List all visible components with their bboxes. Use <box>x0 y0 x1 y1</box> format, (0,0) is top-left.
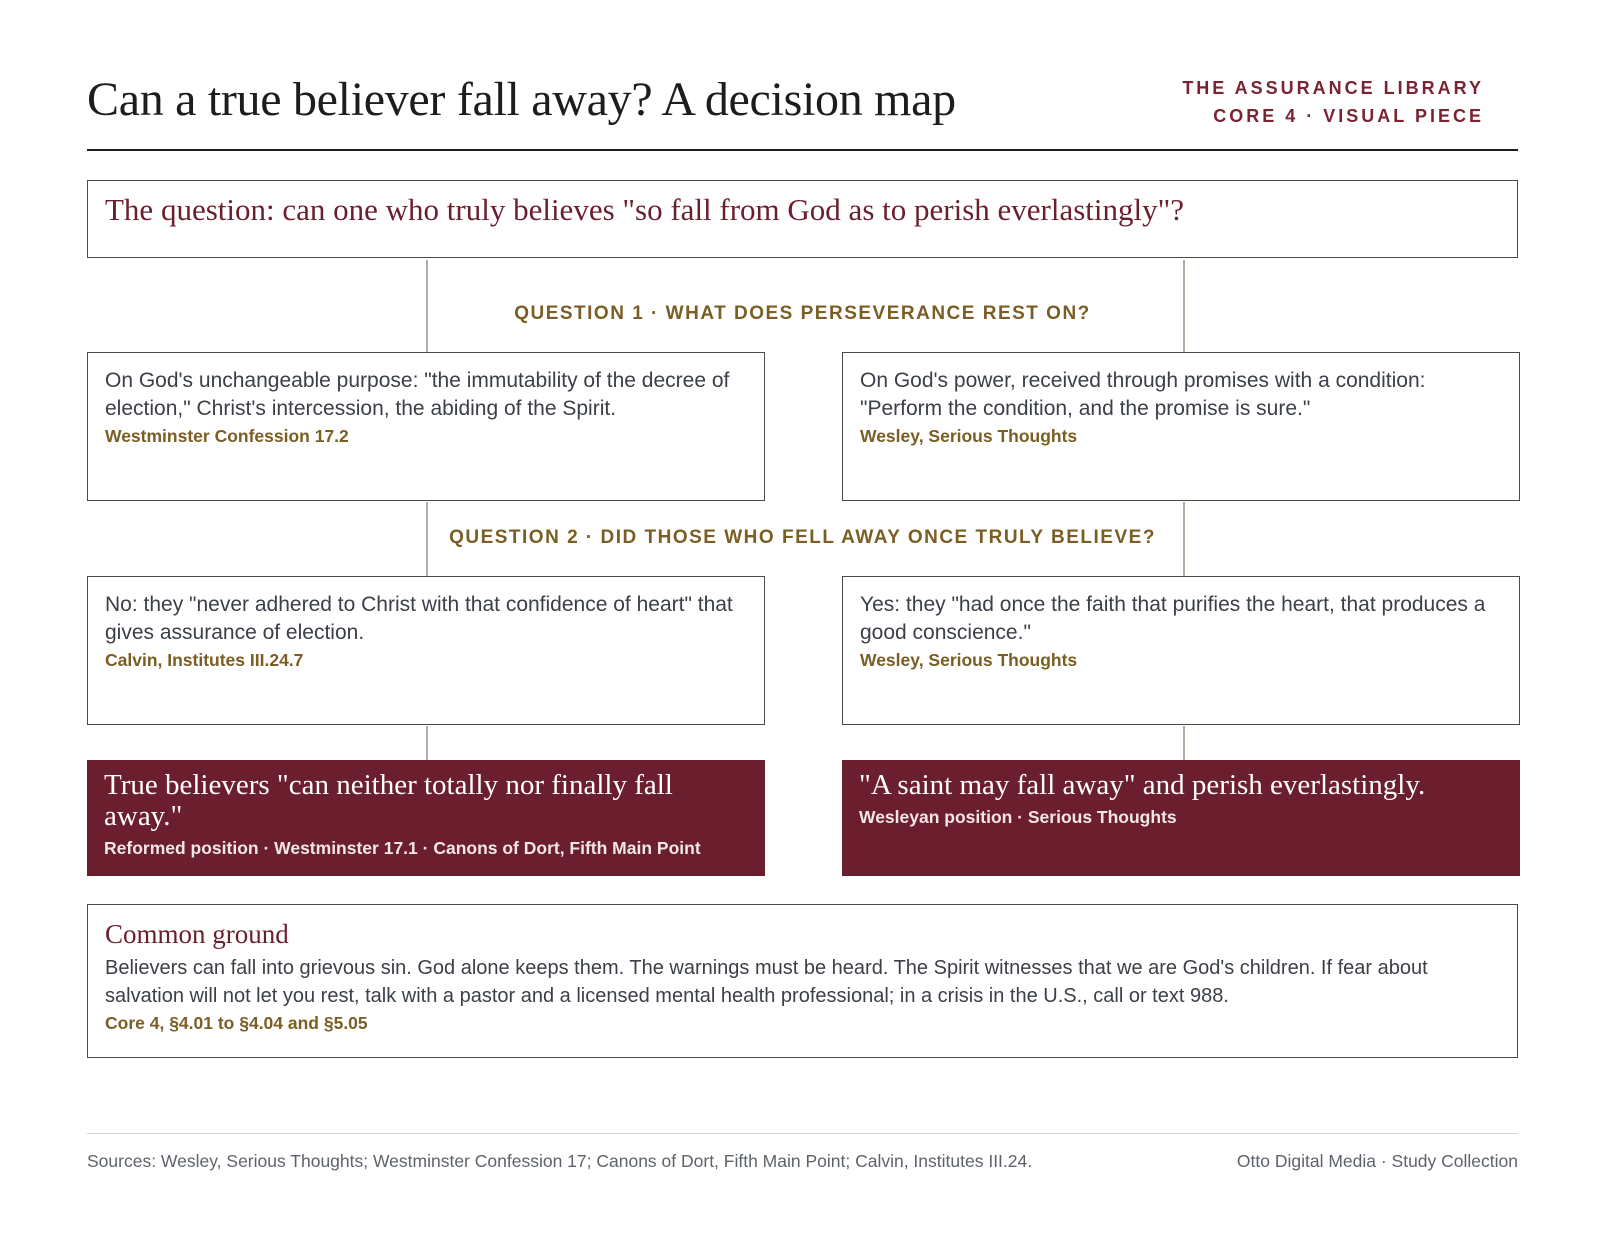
question1-right-card <box>842 352 1520 501</box>
question1-left-card <box>87 352 765 501</box>
question1-left-body: On God's unchangeable purpose: "the immutability of the decree of election," Christ's intercession, the abiding of the Spirit. <box>105 369 730 420</box>
connector-right-conclusion <box>1183 726 1185 760</box>
question2-left-body: No: they "never adhered to Christ with that confidence of heart" that gives assurance of election. <box>105 593 733 644</box>
common-ground-title: Common ground <box>105 919 289 949</box>
reformed-conclusion-box <box>87 760 765 876</box>
reformed-conclusion-source: Reformed position · Westminster 17.1 · Canons of Dort, Fifth Main Point <box>104 838 701 858</box>
footer-sources: Sources: Wesley, Serious Thoughts; Westminster Confession 17; Canons of Dort, Fifth Main Point; Calvin, Institutes III.24. <box>87 1151 1033 1171</box>
page-title: Can a true believer fall away? A decision map <box>87 73 956 126</box>
question2-right-citation: Wesley, Serious Thoughts <box>860 650 1078 670</box>
question-box <box>87 180 1518 258</box>
question1-label: QUESTION 1 · WHAT DOES PERSEVERANCE REST ON? <box>514 303 1091 324</box>
question2-right-body: Yes: they "had once the faith that purifies the heart, that produces a good conscience." <box>860 593 1486 644</box>
common-ground-body: Believers can fall into grievous sin. God alone keeps them. The warnings must be heard. The Spirit witnesses that we are God's children. If fear about salvation will not let you rest, talk with a pastor and a licensed mental health professional; in a crisis in the U.S., call or text 988. <box>105 957 1428 1007</box>
question2-right-card <box>842 576 1520 725</box>
brand-piece-label: CORE 4 · VISUAL PIECE <box>1213 106 1484 126</box>
question-text: The question: can one who truly believes "so fall from God as to perish everlastingly"? <box>105 192 1185 227</box>
common-ground-citation: Core 4, §4.01 to §4.04 and §5.05 <box>105 1013 368 1033</box>
wesleyan-conclusion-box <box>842 760 1520 876</box>
header-divider <box>87 149 1518 151</box>
question2-left-citation: Calvin, Institutes III.24.7 <box>105 650 304 670</box>
question2-label: QUESTION 2 · DID THOSE WHO FELL AWAY ONCE TRULY BELIEVE? <box>449 527 1156 548</box>
question1-right-body: On God's power, received through promises with a condition: "Perform the condition, and the promise is sure." <box>860 369 1426 420</box>
connector-left-conclusion <box>426 726 428 760</box>
question1-left-citation: Westminster Confession 17.2 <box>105 426 349 446</box>
wesleyan-conclusion-source: Wesleyan position · Serious Thoughts <box>859 807 1177 827</box>
common-ground-box <box>87 904 1518 1058</box>
question2-left-card <box>87 576 765 725</box>
footer-credit: Otto Digital Media · Study Collection <box>1236 1151 1518 1171</box>
footer-divider <box>87 1133 1518 1134</box>
wesleyan-conclusion-text: "A saint may fall away" and perish everlastingly. <box>859 769 1426 801</box>
brand-library-name: THE ASSURANCE LIBRARY <box>1182 78 1484 98</box>
question1-right-citation: Wesley, Serious Thoughts <box>860 426 1078 446</box>
reformed-conclusion-text: True believers "can neither totally nor finally fall away." <box>104 769 673 832</box>
